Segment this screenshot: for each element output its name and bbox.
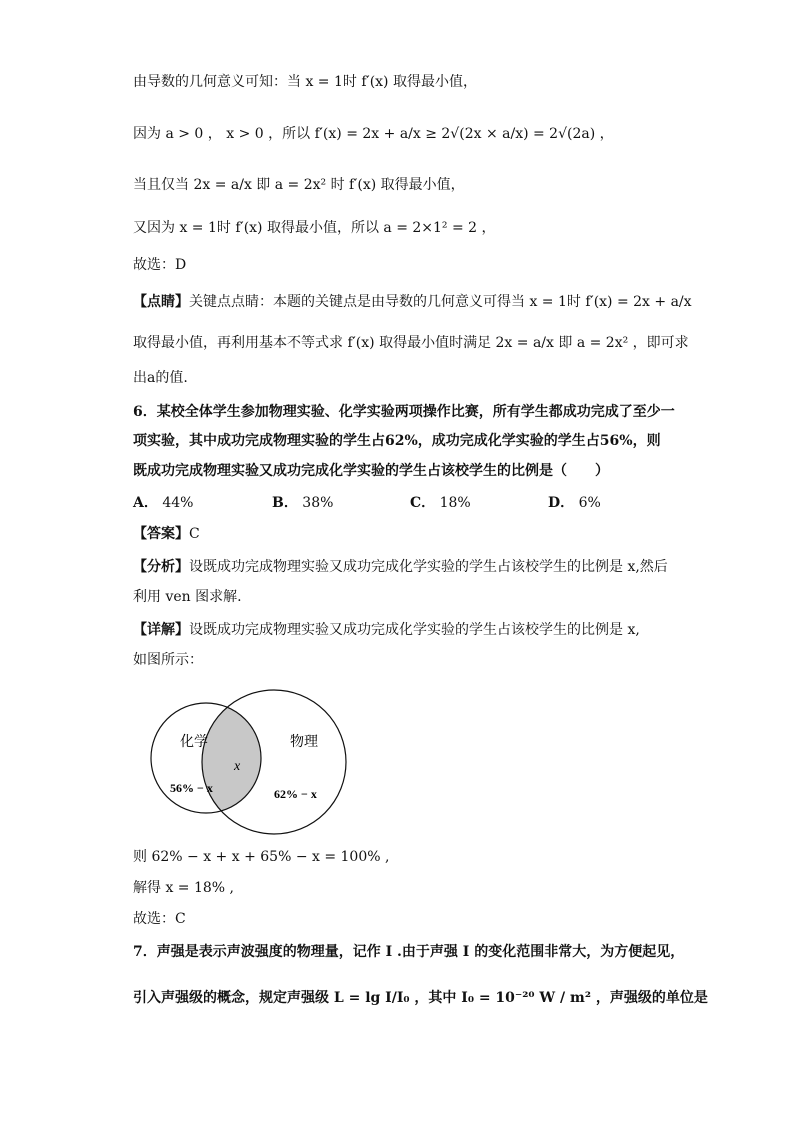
- venn-diagram: [150, 688, 370, 838]
- q6-stem-line3: 既成功完成物理实验又成功完成化学实验的学生占该校学生的比例是（ ）: [133, 463, 609, 479]
- venn-intersection: [202, 690, 346, 834]
- venn-center-label: x: [234, 759, 241, 774]
- analysis-text: 设既成功完成物理实验又成功完成化学实验的学生占该校学生的比例是 x,然后: [189, 559, 668, 575]
- analysis-tag: 【分析】: [133, 559, 189, 575]
- q6-detail-line2: 如图所示：: [133, 652, 203, 668]
- q6-option-c: [410, 493, 471, 513]
- option-key: B．: [272, 495, 298, 511]
- q6-answer: [133, 524, 200, 544]
- answer-value: C: [189, 526, 200, 542]
- q6-option-a: [133, 493, 193, 513]
- q6-solve-line: 解得 x = 18% ,: [133, 880, 234, 896]
- q6-eq-line: 则 62% − x + x + 65% − x = 100% ,: [133, 849, 390, 865]
- sol5-line4: 又因为 x = 1时 f′(x) 取得最小值，所以 a = 2×1² = 2 ，: [133, 220, 496, 236]
- q7-line1: 7．声强是表示声波强度的物理量，记作 I .由于声强 I 的变化范围非常大，为方便起见，: [133, 944, 685, 960]
- q6-choose-line: 故选：C: [133, 911, 186, 927]
- option-key: C．: [410, 495, 436, 511]
- q6-detail-line1: [133, 620, 640, 640]
- option-key: A．: [133, 495, 158, 511]
- venn-right-label: 物理: [290, 734, 318, 750]
- q6-stem-line1: 6．某校全体学生参加物理实验、化学实验两项操作比赛，所有学生都成功完成了至少一: [133, 404, 675, 420]
- venn-right-value: 62% − x: [274, 787, 317, 801]
- sol5-line1: 由导数的几何意义可知：当 x = 1时 f′(x) 取得最小值，: [133, 74, 477, 90]
- q6-analysis-line2: 利用 ven 图求解.: [133, 589, 242, 605]
- option-value: 38%: [302, 495, 334, 511]
- comment-line3: 出a的值.: [133, 370, 188, 386]
- option-value: 44%: [162, 495, 194, 511]
- answer-tag: 【答案】: [133, 526, 189, 542]
- option-key: D．: [548, 495, 575, 511]
- q6-option-b: [272, 493, 333, 513]
- sol5-line3: 当且仅当 2x = a/x 即 a = 2x² 时 f′(x) 取得最小值，: [133, 177, 465, 193]
- sol5-line5: 故选：D: [133, 257, 187, 273]
- detail-tag: 【详解】: [133, 622, 189, 638]
- comment-line1: [133, 292, 692, 312]
- venn-left-value: 56% − x: [170, 781, 213, 795]
- q6-analysis-line1: [133, 557, 668, 577]
- comment-line2: 取得最小值，再利用基本不等式求 f′(x) 取得最小值时满足 2x = a/x 即 a = 2x² ，即可求: [133, 335, 689, 351]
- comment-tag: 【点睛】: [133, 294, 189, 310]
- q6-option-d: [548, 493, 601, 513]
- q6-stem-line2: 项实验，其中成功完成物理实验的学生占62%，成功完成化学实验的学生占56%，则: [133, 433, 661, 449]
- q7-line2: 引入声强级的概念，规定声强级 L = lg I/I₀ ，其中 I₀ = 10⁻²⁰ W / m² ，声强级的单位是: [133, 990, 708, 1006]
- option-value: 18%: [439, 495, 471, 511]
- detail-text: 设既成功完成物理实验又成功完成化学实验的学生占该校学生的比例是 x,: [189, 622, 640, 638]
- sol5-line2: 因为 a > 0 ， x > 0 ，所以 f′(x) = 2x + a/x ≥ 2√(2x × a/x) = 2√(2a) ，: [133, 126, 614, 142]
- option-value: 6%: [578, 495, 601, 511]
- venn-left-label: 化学: [180, 734, 208, 750]
- comment-text1: 关键点点睛：本题的关键点是由导数的几何意义可得当 x = 1时 f′(x) = 2x + a/x: [189, 294, 692, 310]
